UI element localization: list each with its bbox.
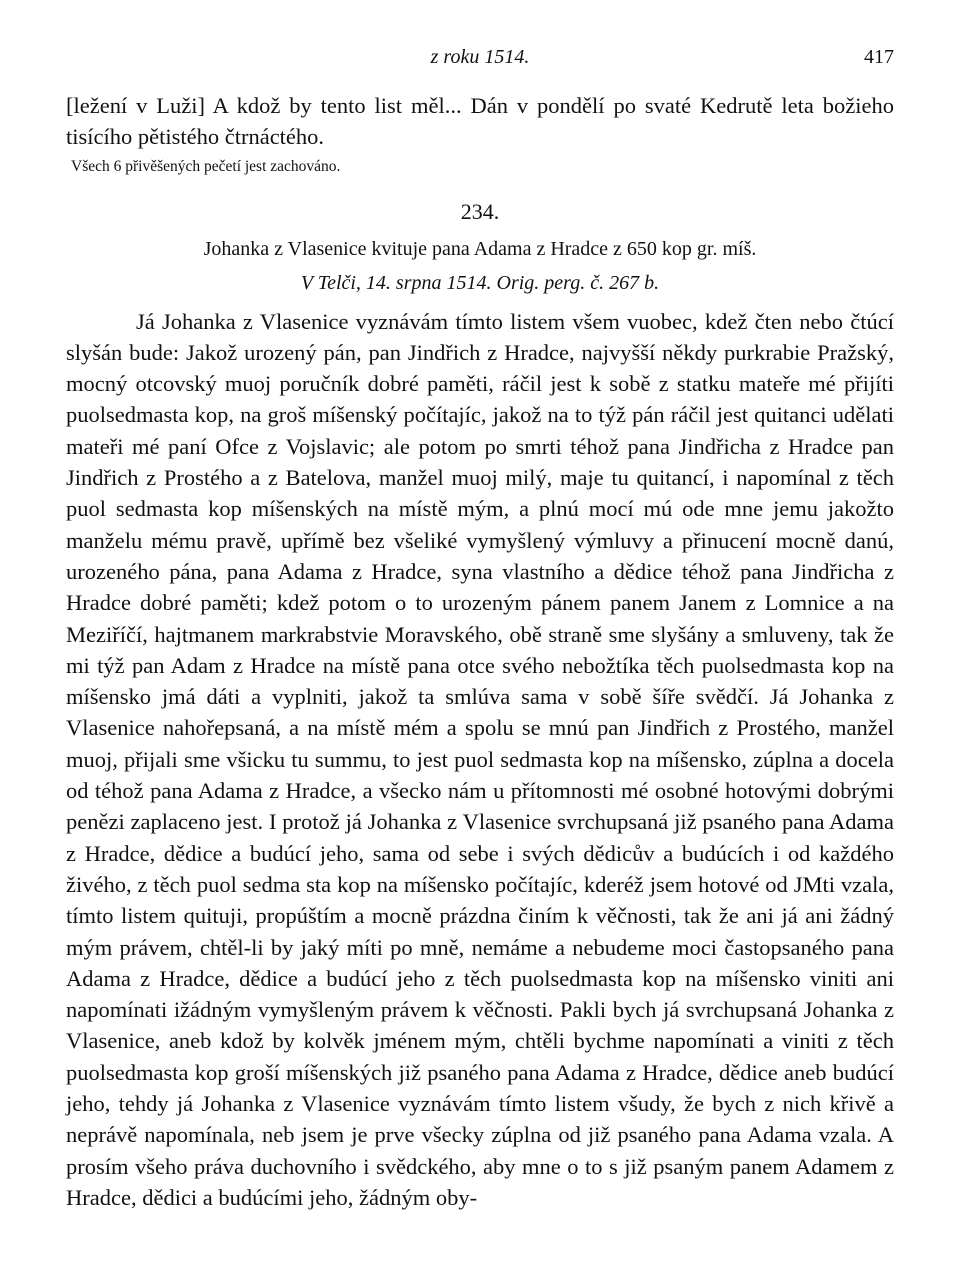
book-page bbox=[66, 40, 894, 1213]
document-number: 234. bbox=[460, 198, 500, 224]
running-title: z roku 1514. bbox=[430, 46, 530, 68]
page-number: 417 bbox=[864, 46, 894, 68]
previous-document-ending: [ležení v Luži] A kdož by tento list měl... Dán v pondělí po svaté Kedrutě leta božieho tisícího pětistého čtrnáctého. bbox=[66, 93, 894, 150]
document-source: V Telči, 14. srpna 1514. Orig. perg. č. 267 b. bbox=[300, 271, 660, 294]
document-summary: Johanka z Vlasenice kvituje pana Adama z Hradce z 650 kop gr. míš. bbox=[203, 237, 757, 260]
document-body: Já Johanka z Vlasenice vyznávám tímto listem všem vuobec, kdež čten nebo čtúcí slyšán bude: Jakož urozený pán, pan Jindřich z Hradce, najvyšší někdy purkrabie Pražský, mocný otcovský muoj poručník dobré paměti, ráčil jest k sobě z statku mateře mé přijíti puolsedmasta kop, na groš míšenský počítajíc, jakož na to týž pán ráčil jest quitanci udělati mateři mé paní Ofce z Vojslavic; ale potom po smrti téhož pana Jindřicha z Hradce pan Jindřich z Prostého a z Batelova, manžel muoj milý, maje tu quitancí, i napomínal z těch puol sedmasta kop míšenských na místě mým, a plnú mocí mú ode mne jemu jakožto manželu mému pravě, upřímě bez všeliké vymyšlený výmluvy a přinucení mocně danú, urozeného pána, pana Adama z Hradce, syna vlastního a dědice téhož pana Jindřicha z Hradce dobré paměti; kdež potom o to urozeným pánem panem Janem z Lomnice a na Meziříčí, hajtmanem markrabstvie Moravského, obě straně sme slyšány a smluveny, tak že mi týž pan Adam z Hradce na místě pana otce svého nebožtíka těch puolsedmasta kop na míšensko jmá dáti a vyplniti, jakož ta smlúva sama v sobě šíře svědčí. Já Johanka z Vlasenice nahořepsaná, a na místě mém a spolu se mnú pan Jindřich z Prostého, manžel muoj, přijali sme všicku tu summu, to jest puol sedmasta kop na míšensko, zúplna a docela od téhož pana Adama z Hradce, a všecko nám u přítomnosti mé osobné hotovými dobrými penězi zaplaceno jest. I protož já Johanka z Vlasenice svrchupsaná již psaného pana Adama z Hradce, dědice a budúcí jeho, sama od sebe i svých dědicův a budúcích i od každého živého, z těch puol sedma sta kop na míšensko počítajíc, kderéž jsem hotové od JMti vzala, tímto listem quituji, propúštím a mocně prázdna činím k věčnosti, tak že ani já ani žádný mým právem, chtěl-li by jaký míti po mně, nemáme a nebudeme moci častopsaného pana Adama z Hradce, dědice a budúcí jeho z těch puolsedmasta kop na míšensko viniti ani napomínati ižádným vymyšleným právem k věčnosti. Pakli bych já svrchupsaná Johanka z Vlasenice, aneb kdož by kolvěk jménem mým, chtěli bychme napomínati a viniti z těch puolsedmasta kop groší míšenských již psaného pana Adama z Hradce, dědice aneb budúcí jeho, tehdy já Johanka z Vlasenice vyznávám tímto listem všudy, že bych z nich křivě a neprávě napomínala, neb jsem je prve všecky zúplna od již psaného pana Adama vzala. A prosím všeho práva duchovního i svědckého, aby mne o to s již psaným panem Adamem z Hradce, dědici a budúcími jeho, žádným oby- bbox=[66, 308, 894, 1210]
running-header bbox=[66, 40, 894, 80]
seal-note: Všech 6 přivěšených pečetí jest zachováno. bbox=[71, 157, 341, 175]
